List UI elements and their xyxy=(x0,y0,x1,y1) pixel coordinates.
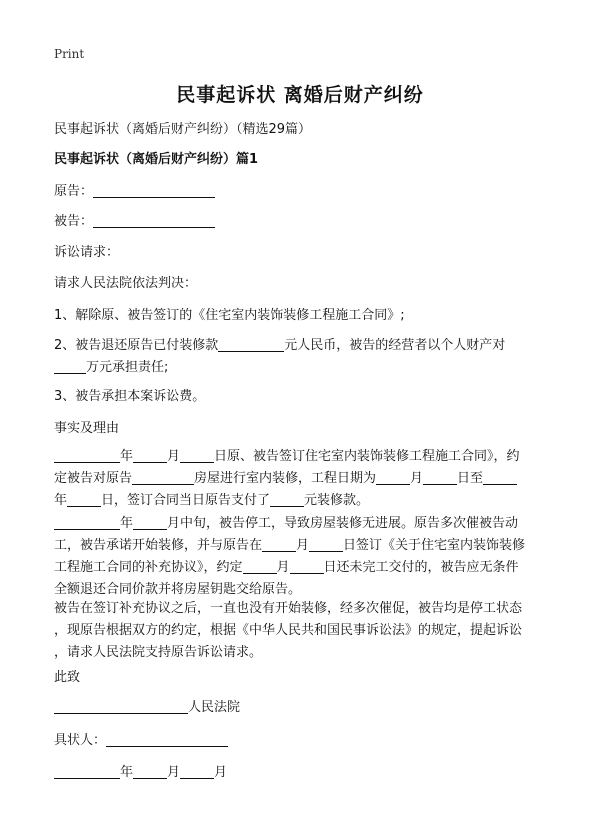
plaintiff-line xyxy=(54,184,215,200)
fact-paragraph-2: 年 月中旬，被告停工，导致房屋装修无进展。原告多次催被告动 工，被告承诺开始装修，并与原告在 月 日签订《关于住宅室内装饰装修 工程施工合同的补充协议》，约定 月 日还未完工交付的，被告应无条件 全额退还合同价款并将房屋钥匙交给原告。 xyxy=(54,516,526,597)
claim2-liability-blank xyxy=(54,360,86,374)
fact-paragraph-3: 被告在签订补充协议之后，一直也没有开始装修，经多次催促，被告均是停工状态 ，现原告根据双方的约定，根据《中华人民共和国民事诉讼法》的规定，提起诉讼 ，请求人民法院支持原告诉讼请求。 xyxy=(54,601,523,660)
court-suffix: 人民法院 xyxy=(188,700,241,715)
print-label[interactable]: Print xyxy=(54,47,85,61)
signer-blank xyxy=(106,733,228,747)
signer-label: 具状人： xyxy=(54,733,107,748)
plaintiff-blank xyxy=(93,184,215,198)
claim-1: 1、解除原、被告签订的《住宅室内装饰装修工程施工合同》; xyxy=(54,308,405,323)
claims-heading: 诉讼请求： xyxy=(54,245,120,260)
court-name-blank xyxy=(54,700,188,714)
facts-heading: 事实及理由 xyxy=(54,421,120,436)
defendant-line xyxy=(54,214,215,230)
document-title: 民事起诉状 离婚后财产纠纷 xyxy=(176,84,424,106)
claim-2: 2、被告退还原告已付装修款 元人民币，被告的经营者以个人财产对 万元承担责任; xyxy=(54,338,506,375)
defendant-blank xyxy=(93,214,215,228)
plaintiff-label: 原告： xyxy=(54,184,94,199)
section-heading: 民事起诉状（离婚后财产纠纷）篇1 xyxy=(54,152,259,167)
claims-intro: 请求人民法院依法判决： xyxy=(54,276,198,291)
signer-line xyxy=(54,733,228,749)
fact-paragraph-1: 年 月 日原、被告签订住宅室内装饰装修工程施工合同》，约 定被告对原告 房屋进行室内装修，工程日期为 月 日至 年 日，签订合同当日原告支付了 元装修款。 xyxy=(54,449,520,508)
claim2-amount-blank xyxy=(218,338,284,352)
court-line xyxy=(54,700,240,716)
document-subtitle: 民事起诉状（离婚后财产纠纷）（精选29篇） xyxy=(54,122,312,137)
date-line: 年 月 月 xyxy=(54,765,227,781)
closing-salutation: 此致 xyxy=(54,670,81,685)
claim-3: 3、被告承担本案诉讼费。 xyxy=(54,389,206,404)
defendant-label: 被告： xyxy=(54,214,94,229)
